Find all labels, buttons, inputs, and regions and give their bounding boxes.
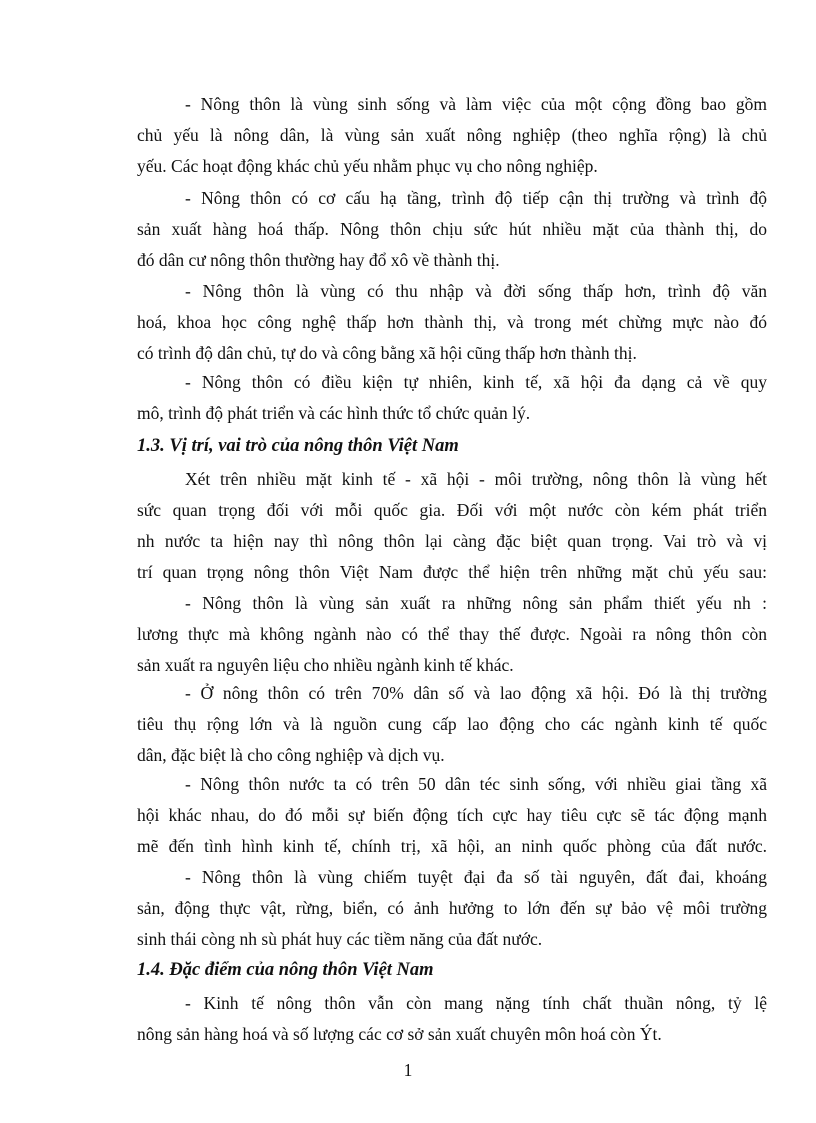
text-line: đó dân cư nông thôn thường hay đổ xô về thành thị. (137, 250, 500, 270)
text-line: sản xuất ra nguyên liệu cho nhiều ngành kinh tế khác. (137, 655, 514, 675)
paragraph-9 (137, 862, 767, 955)
text-line: sinh thái còng nh sù phát huy các tiềm năng của đất nước. (137, 929, 543, 949)
text-line: chủ yếu là nông dân, là vùng sản xuất nông nghiệp (theo nghĩa rộng) là chủ (137, 125, 767, 145)
paragraph-6 (137, 588, 767, 681)
text-line: - Nông thôn là vùng sinh sống và làm việc của một cộng đồng bao gồm (185, 94, 767, 114)
paragraph-1 (137, 89, 767, 182)
text-line: - Nông thôn có cơ cấu hạ tầng, trình độ tiếp cận thị trường và trình độ (185, 188, 767, 208)
text-line: tiêu thụ rộng lớn và là nguồn cung cấp lao động cho các ngành kinh tế quốc (137, 714, 767, 734)
text-line: - Nông thôn là vùng có thu nhập và đời sống thấp hơn, trình độ văn (185, 281, 767, 301)
text-line: Xét trên nhiều mặt kinh tế - xã hội - môi trường, nông thôn là vùng hết (185, 469, 767, 489)
paragraph-10 (137, 988, 767, 1050)
text-line: hoá, khoa học công nghệ thấp hơn thành thị, và trong mét chừng mực nào đó (137, 312, 767, 332)
text-line: - Nông thôn có điều kiện tự nhiên, kinh tế, xã hội đa dạng cả về quy (185, 372, 767, 392)
paragraph-3 (137, 276, 767, 369)
text-line: - Kinh tế nông thôn vẫn còn mang nặng tính chất thuần nông, tỷ lệ (185, 993, 767, 1013)
text-line: sức quan trọng đối với mỗi quốc gia. Đối với một nước còn kém phát triển (137, 500, 767, 520)
text-line: - Ở nông thôn có trên 70% dân số và lao động xã hội. Đó là thị trường (185, 683, 767, 703)
text-line: nh nước ta hiện nay thì nông thôn lại càng đặc biệt quan trọng. Vai trò và vị (137, 531, 767, 551)
text-line: - Nông thôn là vùng chiếm tuyệt đại đa số tài nguyên, đất đai, khoáng (185, 867, 767, 887)
text-line: dân, đặc biệt là cho công nghiệp và dịch vụ. (137, 745, 445, 765)
page-number: 1 (403, 1060, 413, 1080)
text-line: hội khác nhau, do đó mỗi sự biến động tích cực hay tiêu cực sẽ tác động mạnh (137, 805, 767, 825)
text-line: - Nông thôn nước ta có trên 50 dân téc sinh sống, với nhiều giai tầng xã (185, 774, 767, 794)
paragraph-8 (137, 769, 767, 862)
paragraph-7 (137, 678, 767, 771)
text-line: mẽ đến tình hình kinh tế, chính trị, xã hội, an ninh quốc phòng của đất nước. (137, 836, 767, 856)
section-heading-1-3: 1.3. Vị trí, vai trò của nông thôn Việt Nam (137, 436, 459, 456)
paragraph-5 (137, 464, 767, 588)
paragraph-4 (137, 367, 767, 429)
text-line: có trình độ dân chủ, tự do và công bằng xã hội cũng thấp hơn thành thị. (137, 343, 637, 363)
text-line: mô, trình độ phát triển và các hình thức tổ chức quản lý. (137, 403, 531, 423)
text-line: trí quan trọng nông thôn Việt Nam được thể hiện trên những mặt chủ yếu sau: (137, 562, 767, 582)
section-heading-1-4: 1.4. Đặc điểm của nông thôn Việt Nam (137, 960, 434, 980)
text-line: nông sản hàng hoá và số lượng các cơ sở sản xuất chuyên môn hoá còn Ýt. (137, 1024, 662, 1044)
paragraph-2 (137, 183, 767, 276)
text-line: lương thực mà không ngành nào có thể thay thế được. Ngoài ra nông thôn còn (137, 624, 767, 644)
text-line: - Nông thôn là vùng sản xuất ra những nông sản phẩm thiết yếu nh : (185, 593, 767, 613)
text-line: yếu. Các hoạt động khác chủ yếu nhằm phục vụ cho nông nghiệp. (137, 156, 598, 176)
text-line: sản, động thực vật, rừng, biển, có ảnh hưởng to lớn đến sự bảo vệ môi trường (137, 898, 767, 918)
text-line: sản xuất hàng hoá thấp. Nông thôn chịu sức hút nhiều mặt của thành thị, do (137, 219, 767, 239)
